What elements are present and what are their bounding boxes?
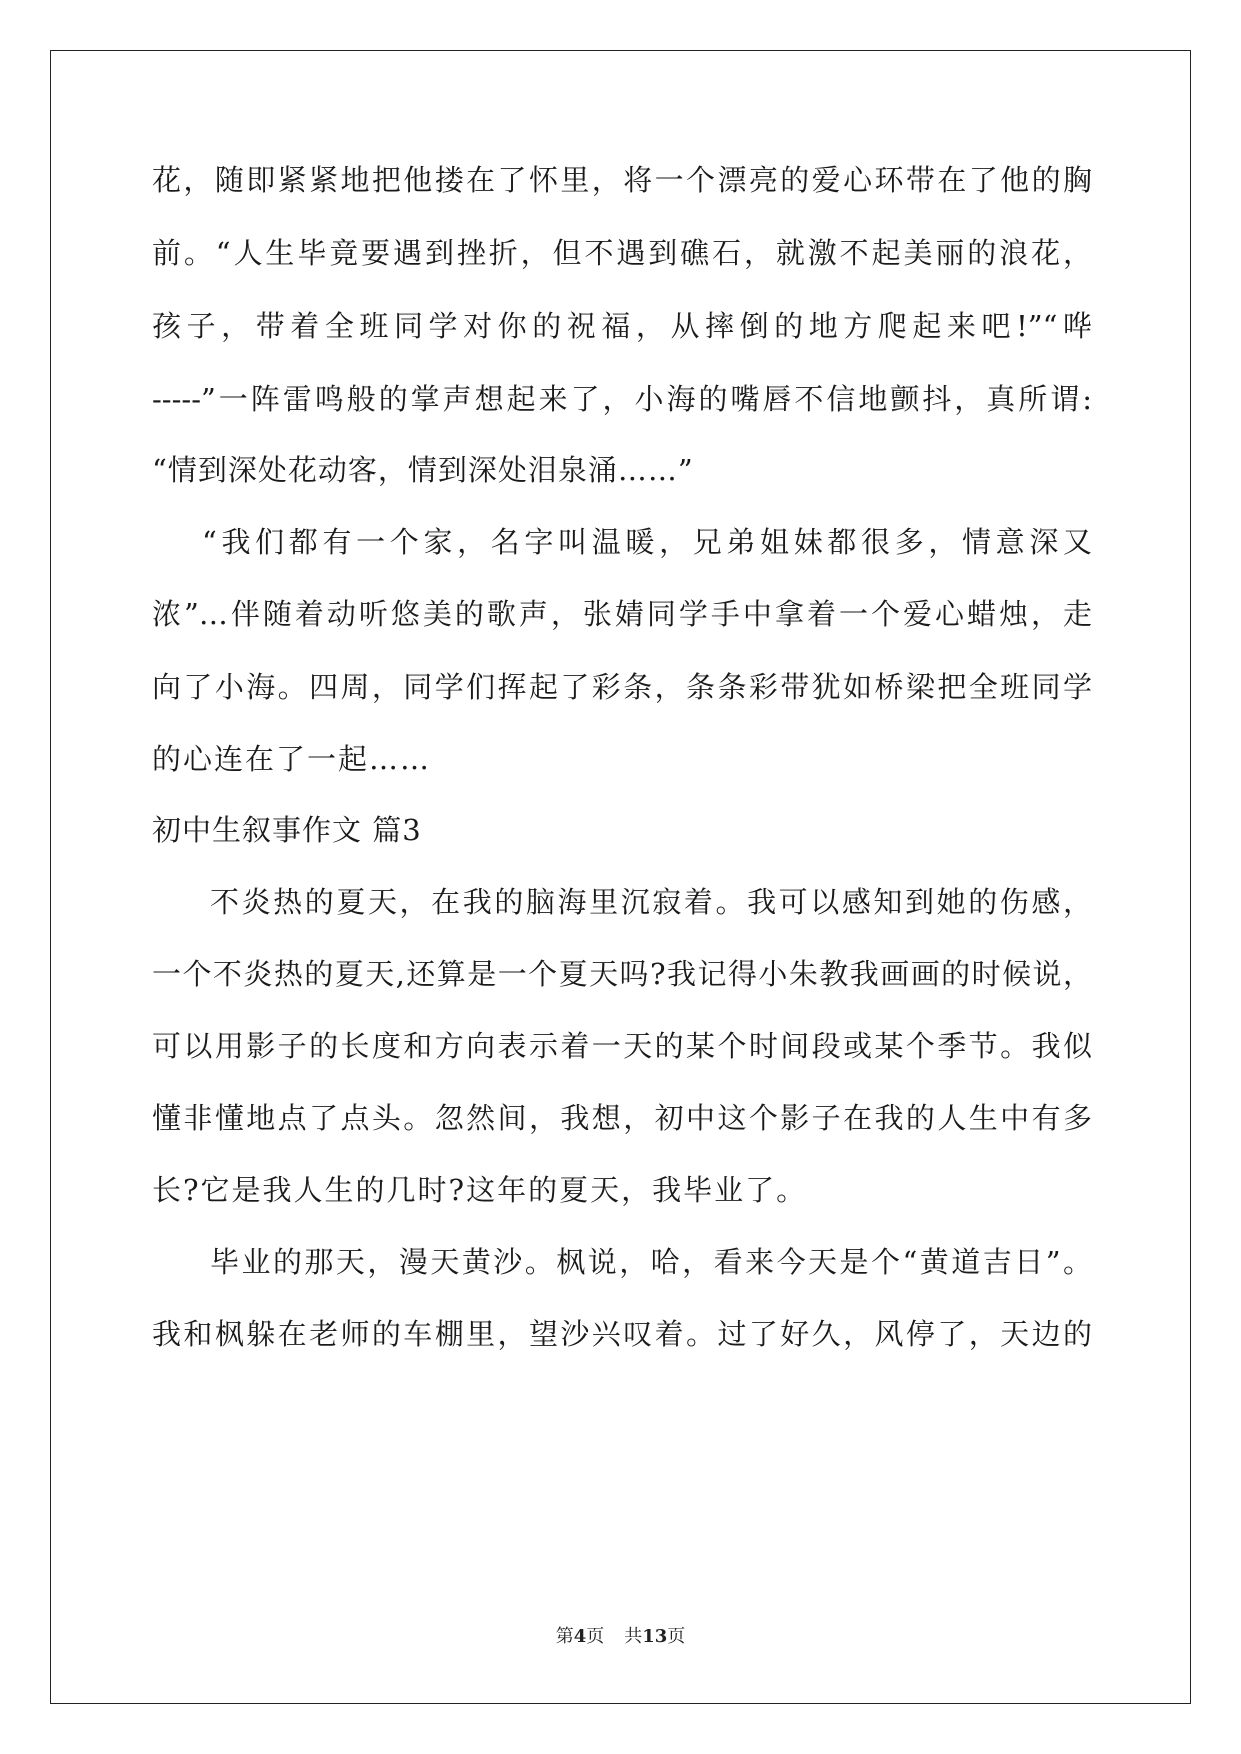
text-line-2: 前。“人生毕竟要遇到挫折，但不遇到礁石，就激不起美丽的浪花， bbox=[152, 236, 1092, 270]
current-page-number: 4 bbox=[573, 1626, 587, 1647]
paragraph-3-line-1: 不炎热的夏天，在我的脑海里沉寂着。我可以感知到她的伤感， bbox=[210, 885, 1092, 919]
paragraph-2-line-1: “我们都有一个家，名字叫温暖，兄弟姐妹都很多，情意深又 bbox=[202, 525, 1092, 559]
section-heading: 初中生叙事作文 篇3 bbox=[152, 813, 422, 847]
paragraph-4-line-1: 毕业的那天，漫天黄沙。枫说，哈，看来今天是个“黄道吉日”。 bbox=[210, 1245, 1092, 1279]
text-line-5: “情到深处花动客，情到深处泪泉涌……” bbox=[152, 453, 694, 487]
page-footer bbox=[0, 1626, 1241, 1648]
text-line-1: 花，随即紧紧地把他搂在了怀里，将一个漂亮的爱心环带在了他的胸 bbox=[152, 163, 1092, 197]
paragraph-3-line-3: 可以用影子的长度和方向表示着一天的某个时间段或某个季节。我似 bbox=[152, 1029, 1092, 1063]
paragraph-2-line-4: 的心连在了一起…… bbox=[152, 742, 432, 776]
text-line-4: -----”一阵雷鸣般的掌声想起来了，小海的嘴唇不信地颤抖，真所谓: bbox=[152, 382, 1092, 416]
paragraph-3-line-5: 长?它是我人生的几时?这年的夏天，我毕业了。 bbox=[152, 1173, 808, 1207]
page-border bbox=[50, 50, 1191, 1704]
paragraph-2-line-3: 向了小海。四周，同学们挥起了彩条，条条彩带犹如桥梁把全班同学 bbox=[152, 670, 1092, 704]
text-line-3: 孩子，带着全班同学对你的祝福，从摔倒的地方爬起来吧!”“哗 bbox=[152, 309, 1092, 343]
paragraph-2-line-2: 浓”…伴随着动听悠美的歌声，张婧同学手中拿着一个爱心蜡烛，走 bbox=[152, 597, 1092, 631]
paragraph-3-line-2: 一个不炎热的夏天,还算是一个夏天吗?我记得小朱教我画画的时候说， bbox=[152, 957, 1092, 991]
footer-page-suffix: 页 bbox=[586, 1626, 605, 1647]
paragraph-3-line-4: 懂非懂地点了点头。忽然间，我想，初中这个影子在我的人生中有多 bbox=[152, 1101, 1092, 1135]
footer-total-suffix: 页 bbox=[667, 1626, 686, 1647]
total-page-number: 13 bbox=[642, 1626, 668, 1647]
footer-total-prefix: 共 bbox=[624, 1626, 643, 1647]
paragraph-4-line-2: 我和枫躲在老师的车棚里，望沙兴叹着。过了好久，风停了，天边的 bbox=[152, 1317, 1092, 1351]
footer-prefix: 第 bbox=[555, 1626, 574, 1647]
